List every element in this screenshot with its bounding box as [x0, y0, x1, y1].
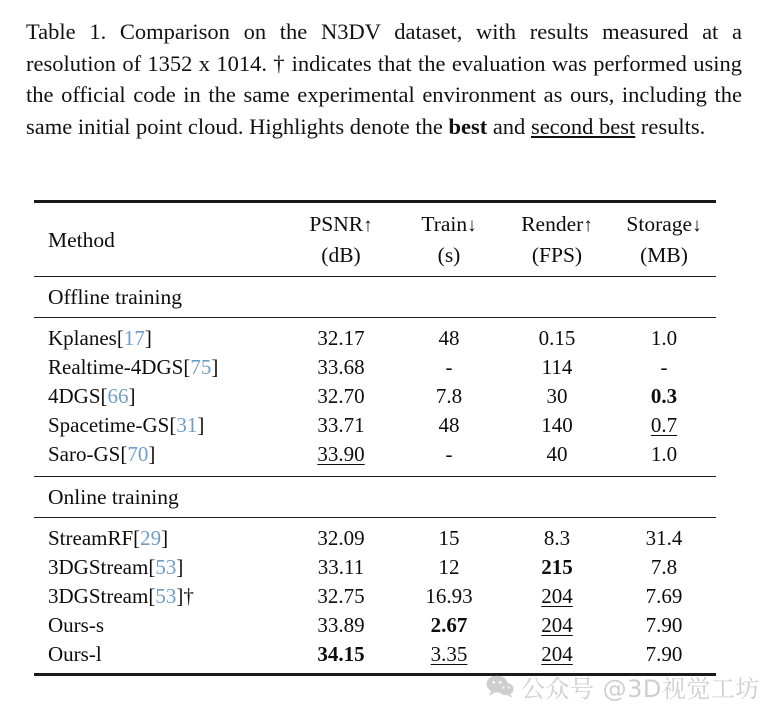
- table-row: [34, 382, 716, 411]
- method-name: StreamRF: [48, 526, 134, 550]
- cell-method: [34, 353, 286, 382]
- citation-link[interactable]: 29: [140, 526, 162, 550]
- cell-render: [502, 324, 612, 353]
- cell-storage: [612, 440, 716, 469]
- value-psnr: 33.89: [317, 613, 365, 637]
- value-psnr: 32.17: [317, 326, 365, 350]
- cell-render: [502, 353, 612, 382]
- value-storage: 1.0: [650, 326, 678, 350]
- cell-method: [34, 440, 286, 469]
- value-render-second-best: 204: [541, 584, 573, 608]
- citation-bracket-close: ]: [211, 355, 219, 379]
- cell-storage: [612, 324, 716, 353]
- method-name: Saro-GS: [48, 442, 121, 466]
- cell-psnr: [286, 524, 396, 553]
- caption-best-term: best: [448, 113, 488, 139]
- column-header-train-label: Train: [421, 212, 468, 236]
- column-header-render-unit: [502, 240, 612, 270]
- column-header-method-label: Method: [48, 227, 115, 252]
- value-train: 12: [438, 555, 460, 579]
- caption-text-suffix: results.: [635, 113, 706, 139]
- method-name: 4DGS: [48, 384, 101, 408]
- cell-train: [396, 440, 502, 469]
- citation-bracket-open: [: [133, 526, 141, 550]
- value-storage: 1.0: [650, 442, 678, 466]
- citation-link[interactable]: 75: [190, 355, 212, 379]
- section-label-text: Offline training: [48, 285, 182, 309]
- method-name: 3DGStream: [48, 555, 149, 579]
- cell-psnr: [286, 324, 396, 353]
- value-psnr: 33.11: [317, 555, 365, 579]
- citation-bracket-open: [: [148, 555, 156, 579]
- cell-storage: [612, 353, 716, 382]
- cell-render: [502, 440, 612, 469]
- section-header-row: [34, 282, 716, 313]
- column-header-psnr-unit: [286, 240, 396, 270]
- column-header-storage-unit-label: (MB): [640, 242, 688, 267]
- cell-train: [396, 324, 502, 353]
- value-train: -: [445, 355, 453, 379]
- value-psnr: 32.75: [317, 584, 365, 608]
- cell-train: [396, 524, 502, 553]
- table-row: [34, 611, 716, 640]
- cell-render: [502, 411, 612, 440]
- citation-bracket-close: ]: [176, 584, 184, 608]
- value-psnr-second-best: 33.90: [317, 442, 365, 466]
- comparison-table-container: [34, 200, 716, 676]
- citation-bracket-open: [: [120, 442, 128, 466]
- dagger-icon: †: [183, 584, 194, 608]
- cell-render: [502, 640, 612, 669]
- section-label-text: Online training: [48, 485, 179, 509]
- value-psnr: 32.70: [317, 384, 365, 408]
- value-storage: 31.4: [645, 526, 683, 550]
- column-header-train-unit: [396, 240, 502, 270]
- cell-train: [396, 411, 502, 440]
- cell-psnr: [286, 640, 396, 669]
- value-train: -: [445, 442, 453, 466]
- citation-bracket-open: [: [100, 384, 108, 408]
- citation-bracket-open: [: [116, 326, 124, 350]
- cell-train: [396, 640, 502, 669]
- column-header-render: [502, 210, 612, 240]
- table-row: [34, 324, 716, 353]
- value-render: 114: [541, 355, 573, 379]
- section-label-offline: [34, 282, 716, 313]
- citation-link[interactable]: 53: [155, 584, 177, 608]
- column-header-storage-arrow-icon: ↓: [692, 215, 702, 236]
- column-header-psnr-label: PSNR: [309, 212, 364, 236]
- value-storage: 7.69: [645, 584, 683, 608]
- cell-psnr: [286, 553, 396, 582]
- table-row: [34, 553, 716, 582]
- section-0-bottom-spacer: [34, 469, 716, 476]
- section-label-online: [34, 482, 716, 513]
- value-render: 8.3: [543, 526, 571, 550]
- citation-bracket-close: ]: [144, 326, 152, 350]
- cell-storage: [612, 640, 716, 669]
- value-psnr: 32.09: [317, 526, 365, 550]
- column-header-storage: [612, 210, 716, 240]
- method-name: Realtime-4DGS: [48, 355, 184, 379]
- value-render: 140: [541, 413, 573, 437]
- citation-bracket-open: [: [148, 584, 156, 608]
- citation-link[interactable]: 66: [107, 384, 129, 408]
- table-row: [34, 640, 716, 669]
- cell-method: [34, 582, 286, 611]
- citation-bracket-close: ]: [176, 555, 184, 579]
- cell-render: [502, 582, 612, 611]
- table-row: [34, 440, 716, 469]
- value-psnr: 33.68: [317, 355, 365, 379]
- method-name: 3DGStream: [48, 584, 149, 608]
- cell-psnr: [286, 353, 396, 382]
- caption-second-best-term: second best: [530, 113, 636, 139]
- comparison-table: [34, 200, 716, 676]
- value-render: 0.15: [538, 326, 576, 350]
- column-header-method: [34, 210, 286, 270]
- value-storage: 7.90: [645, 613, 683, 637]
- cell-train: [396, 553, 502, 582]
- value-storage: 7.90: [645, 642, 683, 666]
- method-name: Ours-l: [48, 642, 102, 666]
- column-header-psnr: [286, 210, 396, 240]
- value-train-second-best: 3.35: [430, 642, 468, 666]
- value-psnr-best: 34.15: [317, 642, 365, 666]
- cell-storage: [612, 611, 716, 640]
- column-header-psnr-arrow-icon: ↑: [363, 215, 373, 236]
- value-storage-second-best: 0.7: [650, 413, 678, 437]
- method-name: Spacetime-GS: [48, 413, 170, 437]
- column-header-storage-unit: [612, 240, 716, 270]
- citation-bracket-close: ]: [197, 413, 205, 437]
- column-header-render-arrow-icon: ↑: [583, 215, 593, 236]
- cell-psnr: [286, 382, 396, 411]
- citation-bracket-open: [: [169, 413, 177, 437]
- value-storage: -: [660, 355, 668, 379]
- cell-method: [34, 553, 286, 582]
- column-header-storage-label: Storage: [626, 212, 693, 236]
- column-header-train-unit-label: (s): [437, 242, 461, 267]
- header-top-spacer: [34, 203, 716, 210]
- cell-method: [34, 411, 286, 440]
- cell-psnr: [286, 411, 396, 440]
- table-row: [34, 353, 716, 382]
- cell-train: [396, 382, 502, 411]
- cell-psnr: [286, 440, 396, 469]
- value-render: 30: [546, 384, 568, 408]
- cell-storage: [612, 411, 716, 440]
- citation-bracket-close: ]: [161, 526, 169, 550]
- cell-storage: [612, 382, 716, 411]
- cell-render: [502, 553, 612, 582]
- value-psnr: 33.71: [317, 413, 365, 437]
- column-header-psnr-unit-label: (dB): [321, 242, 361, 267]
- citation-link[interactable]: 53: [155, 555, 177, 579]
- table-row: [34, 411, 716, 440]
- value-storage: 7.8: [650, 555, 678, 579]
- citation-bracket-open: [: [183, 355, 191, 379]
- cell-method: [34, 640, 286, 669]
- cell-storage: [612, 553, 716, 582]
- wechat-logo-icon: [486, 674, 514, 698]
- table-caption: [26, 16, 742, 142]
- cell-method: [34, 524, 286, 553]
- table-bottom-rule: [34, 673, 716, 676]
- cell-method: [34, 611, 286, 640]
- cell-train: [396, 611, 502, 640]
- caption-text-prefix: Table 1. Comparison on the N3DV dataset, with results measured at a resolution of 1352 x 1014. † indicates that the evaluation was performed using the official code in the same experimental environment as ours, including the same initial point cloud. Highlights denote the: [26, 19, 742, 139]
- column-header-render-label: Render: [521, 212, 584, 236]
- cell-storage: [612, 524, 716, 553]
- value-train: 48: [438, 413, 460, 437]
- method-name: Ours-s: [48, 613, 104, 637]
- value-train: 16.93: [425, 584, 473, 608]
- column-header-render-unit-label: (FPS): [531, 242, 583, 267]
- table-row: [34, 524, 716, 553]
- cell-method: [34, 382, 286, 411]
- method-name: Kplanes: [48, 326, 117, 350]
- table-bottom-rule-line: [34, 673, 716, 676]
- column-header-train: [396, 210, 502, 240]
- citation-link[interactable]: 31: [176, 413, 198, 437]
- section-header-row: [34, 482, 716, 513]
- cell-render: [502, 382, 612, 411]
- citation-bracket-close: ]: [148, 442, 156, 466]
- value-train: 15: [438, 526, 460, 550]
- citation-link[interactable]: 17: [123, 326, 145, 350]
- column-header-train-arrow-icon: ↓: [467, 215, 477, 236]
- cell-train: [396, 353, 502, 382]
- value-render-second-best: 204: [541, 613, 573, 637]
- cell-storage: [612, 582, 716, 611]
- table-header-row-primary: [34, 210, 716, 240]
- cell-train: [396, 582, 502, 611]
- value-train: 7.8: [435, 384, 463, 408]
- cell-method: [34, 324, 286, 353]
- table-row: [34, 582, 716, 611]
- value-render-second-best: 204: [541, 642, 573, 666]
- value-render-best: 215: [541, 555, 573, 579]
- value-train: 48: [438, 326, 460, 350]
- watermark-text: 公众号 @3D视觉工坊: [521, 674, 760, 703]
- cell-render: [502, 524, 612, 553]
- citation-bracket-close: ]: [128, 384, 136, 408]
- caption-text-middle: and: [487, 113, 531, 139]
- value-render: 40: [546, 442, 568, 466]
- cell-psnr: [286, 611, 396, 640]
- value-train-best: 2.67: [430, 613, 468, 637]
- citation-link[interactable]: 70: [127, 442, 149, 466]
- value-storage-best: 0.3: [650, 384, 678, 408]
- cell-psnr: [286, 582, 396, 611]
- cell-render: [502, 611, 612, 640]
